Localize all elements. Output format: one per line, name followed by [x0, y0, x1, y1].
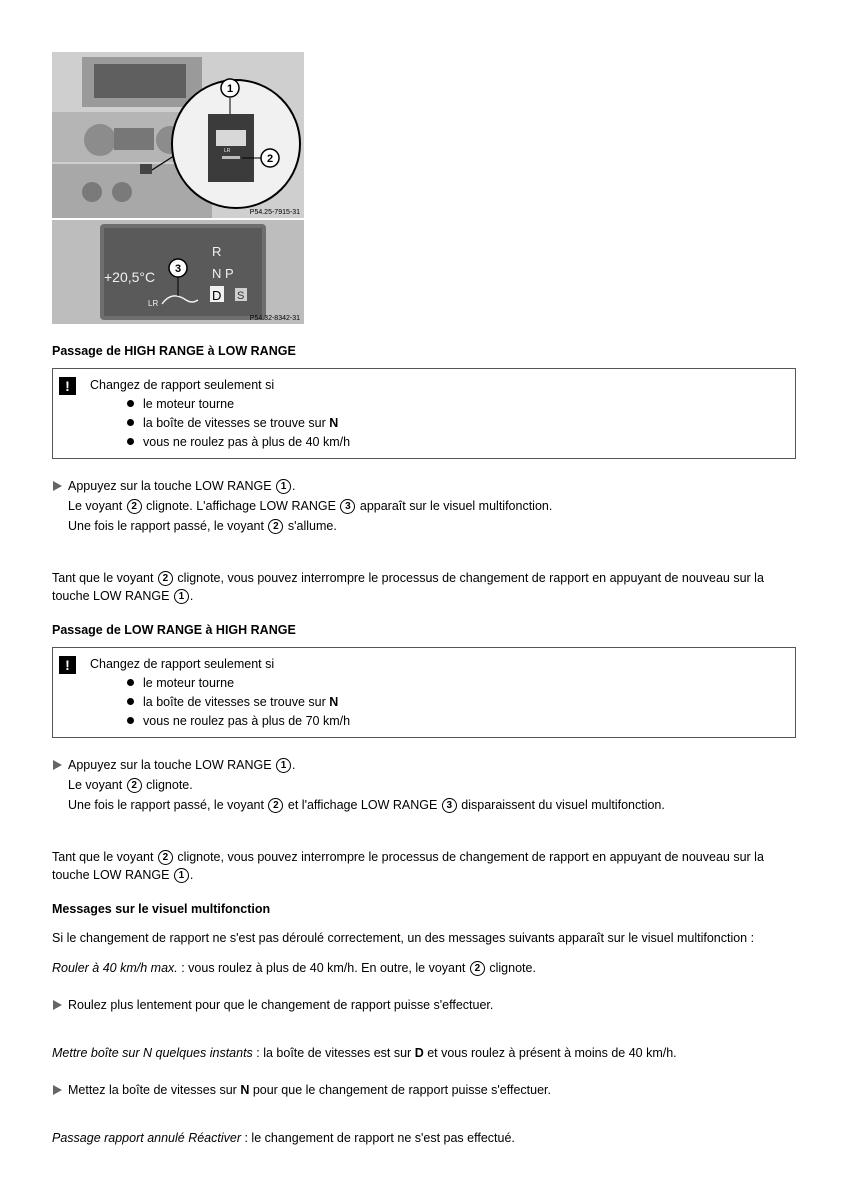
bullet-icon: [127, 717, 134, 724]
callout-ref-2: 2: [127, 778, 142, 793]
message-3: Passage rapport annulé Réactiver : le changement de rapport ne s'est pas effectué.: [52, 1131, 515, 1145]
callout-ref-2: 2: [268, 798, 283, 813]
gear-r: R: [212, 244, 222, 259]
figure-code-top: P54.25-7915-31: [249, 209, 300, 216]
warning-box-1: [52, 368, 796, 459]
note-paragraph: Tant que le voyant 2 clignote, vous pouvez interrompre le processus de changement de rapport en appuyant de nouveau sur la touche LOW RANGE 1 .: [52, 850, 764, 882]
gear-n: N: [212, 266, 222, 281]
section1-heading: Passage de HIGH RANGE à LOW RANGE: [52, 344, 296, 358]
warning-bullet: vous ne roulez pas à plus de 70 km/h: [127, 714, 350, 728]
instrument-figure: [52, 52, 304, 324]
section3-heading: Messages sur le visuel multifonction: [52, 902, 271, 916]
warning-bullet: le moteur tourne: [127, 676, 234, 690]
step-line: Le voyant 2 clignote.: [68, 778, 193, 792]
action-arrow-icon: [53, 1000, 62, 1010]
callout-ref-3: 3: [340, 499, 355, 514]
message-2: Mettre boîte sur N quelques instants : la boîte de vitesses est sur D et vous roulez à présent à moins de 40 km/h.: [52, 1046, 677, 1060]
step-line: Appuyez sur la touche LOW RANGE 1 .: [68, 479, 296, 493]
section2-heading: Passage de LOW RANGE à HIGH RANGE: [52, 623, 296, 637]
bullet-icon: [127, 438, 134, 445]
action-line: Roulez plus lentement pour que le changement de rapport puisse s'effectuer.: [68, 998, 494, 1012]
warning-bullet: le moteur tourne: [127, 397, 234, 411]
button-label: LR: [224, 148, 231, 154]
action-arrow-icon: [53, 481, 62, 491]
figure-illustration: [52, 52, 304, 324]
warning-icon: !: [59, 377, 76, 395]
warning-box-2: [52, 647, 796, 738]
bullet-icon: [127, 698, 134, 705]
step-line: Une fois le rapport passé, le voyant 2 et l'affichage LOW RANGE 3 disparaissent du visuel multifonction.: [68, 798, 665, 812]
callout-ref-1: 1: [276, 479, 291, 494]
callout-1: 1: [226, 83, 234, 95]
callout-ref-2: 2: [158, 850, 173, 865]
messages-intro: Si le changement de rapport ne s'est pas déroulé correctement, un des messages suivants apparaît sur le visuel multifonction :: [52, 931, 755, 945]
callout-ref-2: 2: [127, 499, 142, 514]
bullet-icon: [127, 400, 134, 407]
action-arrow-icon: [53, 1085, 62, 1095]
warning-intro: Changez de rapport seulement si: [90, 657, 275, 671]
callout-ref-2: 2: [268, 519, 283, 534]
callout-ref-2: 2: [470, 961, 485, 976]
display-s: S: [237, 290, 245, 302]
callout-ref-3: 3: [442, 798, 457, 813]
message-1: Rouler à 40 km/h max. : vous roulez à plus de 40 km/h. En outre, le voyant 2 clignote.: [52, 961, 536, 975]
gear-d: D: [212, 288, 222, 303]
step-line: Appuyez sur la touche LOW RANGE 1 .: [68, 758, 296, 772]
bullet-icon: [127, 419, 134, 426]
callout-ref-2: 2: [158, 571, 173, 586]
display-mode: LR: [148, 299, 159, 308]
action-line: Mettez la boîte de vitesses sur N pour que le changement de rapport puisse s'effectuer.: [68, 1083, 552, 1097]
note-paragraph: Tant que le voyant 2 clignote, vous pouvez interrompre le processus de changement de rapport en appuyant de nouveau sur la touche LOW RANGE 1 .: [52, 571, 764, 603]
callout-ref-1: 1: [174, 589, 189, 604]
bullet-icon: [127, 679, 134, 686]
gear-p: P: [225, 266, 234, 281]
callout-2: 2: [266, 153, 274, 165]
callout-3: 3: [174, 263, 182, 275]
warning-bullet: la boîte de vitesses se trouve sur N: [127, 416, 338, 430]
callout-ref-1: 1: [174, 868, 189, 883]
warning-intro: Changez de rapport seulement si: [90, 378, 275, 392]
step-line: Une fois le rapport passé, le voyant 2 s'allume.: [68, 519, 337, 533]
action-arrow-icon: [53, 760, 62, 770]
warning-bullet: la boîte de vitesses se trouve sur N: [127, 695, 338, 709]
callout-ref-1: 1: [276, 758, 291, 773]
figure-code-bottom: P54.32-8342-31: [249, 315, 300, 322]
warning-icon: !: [59, 656, 76, 674]
step-line: Le voyant 2 clignote. L'affichage LOW RANGE 3 apparaît sur le visuel multifonction.: [68, 499, 553, 513]
display-temperature: +20,5°C: [104, 269, 156, 285]
warning-bullet: vous ne roulez pas à plus de 40 km/h: [127, 435, 350, 449]
